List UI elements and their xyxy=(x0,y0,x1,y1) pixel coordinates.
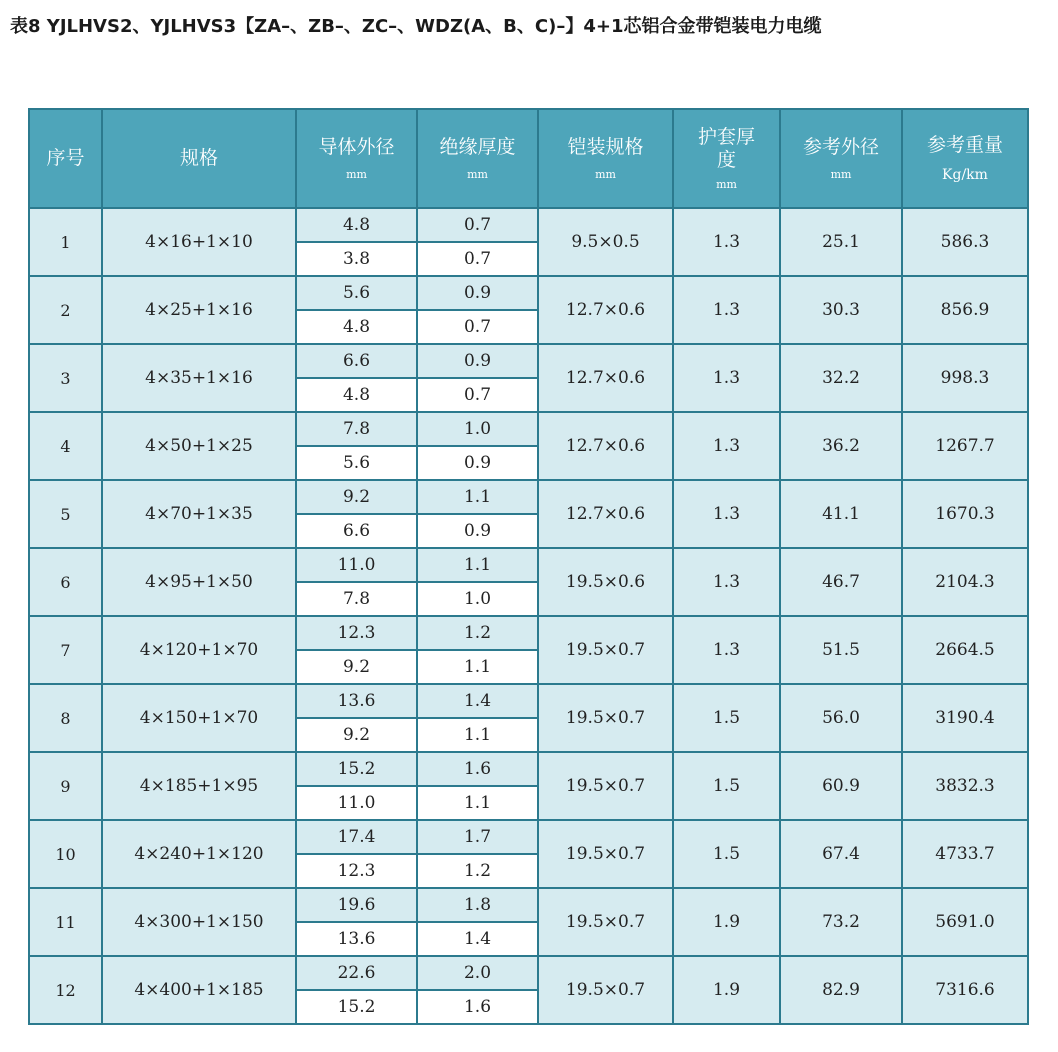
row-spec-cell: 4×150+1×70 xyxy=(102,684,296,752)
row-weight-cell: 3832.3 xyxy=(902,752,1028,820)
row-seq-cell: 9 xyxy=(29,752,102,820)
row-weight-cell: 7316.6 xyxy=(902,956,1028,1024)
header-outer-dia xyxy=(780,109,902,208)
row-sheath-cell: 1.3 xyxy=(673,412,780,480)
row-insulation-cell: 1.7 xyxy=(417,820,538,854)
table-row xyxy=(29,956,1028,990)
row-conductor-cell: 5.6 xyxy=(296,446,417,480)
row-armor-cell: 12.7×0.6 xyxy=(538,480,673,548)
row-seq-cell: 5 xyxy=(29,480,102,548)
row-conductor-cell: 5.6 xyxy=(296,276,417,310)
row-insulation-cell: 1.0 xyxy=(417,582,538,616)
row-insulation-cell: 0.9 xyxy=(417,446,538,480)
row-weight-cell: 998.3 xyxy=(902,344,1028,412)
row-insulation-cell: 0.9 xyxy=(417,276,538,310)
table-row xyxy=(29,616,1028,650)
row-conductor-cell: 13.6 xyxy=(296,922,417,956)
row-outer-dia-cell: 82.9 xyxy=(780,956,902,1024)
row-armor-cell: 19.5×0.6 xyxy=(538,548,673,616)
row-conductor-cell: 9.2 xyxy=(296,480,417,514)
table-body xyxy=(29,208,1028,1024)
table-row xyxy=(29,276,1028,310)
row-outer-dia-cell: 46.7 xyxy=(780,548,902,616)
table-row xyxy=(29,752,1028,786)
row-outer-dia-cell: 51.5 xyxy=(780,616,902,684)
row-seq-cell: 2 xyxy=(29,276,102,344)
row-armor-cell: 12.7×0.6 xyxy=(538,344,673,412)
row-outer-dia-cell: 56.0 xyxy=(780,684,902,752)
row-insulation-cell: 1.1 xyxy=(417,548,538,582)
header-conductor-label: 导体外径 xyxy=(318,135,395,158)
header-insulation xyxy=(417,109,538,208)
row-outer-dia-cell: 25.1 xyxy=(780,208,902,276)
header-conductor xyxy=(296,109,417,208)
row-conductor-cell: 13.6 xyxy=(296,684,417,718)
header-insulation-label: 绝缘厚度 xyxy=(439,135,516,158)
row-weight-cell: 1670.3 xyxy=(902,480,1028,548)
row-insulation-cell: 0.7 xyxy=(417,242,538,276)
row-seq-cell: 10 xyxy=(29,820,102,888)
row-insulation-cell: 1.1 xyxy=(417,650,538,684)
header-row xyxy=(29,109,1028,208)
row-armor-cell: 9.5×0.5 xyxy=(538,208,673,276)
row-conductor-cell: 9.2 xyxy=(296,650,417,684)
row-conductor-cell: 6.6 xyxy=(296,514,417,548)
table-row xyxy=(29,480,1028,514)
row-seq-cell: 4 xyxy=(29,412,102,480)
row-spec-cell: 4×25+1×16 xyxy=(102,276,296,344)
header-seq: 序号 xyxy=(29,109,102,208)
row-insulation-cell: 0.9 xyxy=(417,514,538,548)
row-insulation-cell: 1.2 xyxy=(417,616,538,650)
header-spec: 规格 xyxy=(102,109,296,208)
row-insulation-cell: 1.1 xyxy=(417,718,538,752)
table-row xyxy=(29,820,1028,854)
row-conductor-cell: 12.3 xyxy=(296,616,417,650)
row-conductor-cell: 15.2 xyxy=(296,990,417,1024)
row-spec-cell: 4×16+1×10 xyxy=(102,208,296,276)
row-seq-cell: 6 xyxy=(29,548,102,616)
row-insulation-cell: 2.0 xyxy=(417,956,538,990)
header-outer-dia-unit: mm xyxy=(830,168,852,182)
row-conductor-cell: 4.8 xyxy=(296,378,417,412)
row-conductor-cell: 6.6 xyxy=(296,344,417,378)
row-insulation-cell: 1.8 xyxy=(417,888,538,922)
row-armor-cell: 19.5×0.7 xyxy=(538,888,673,956)
row-conductor-cell: 9.2 xyxy=(296,718,417,752)
row-sheath-cell: 1.5 xyxy=(673,820,780,888)
row-armor-cell: 19.5×0.7 xyxy=(538,616,673,684)
row-seq-cell: 3 xyxy=(29,344,102,412)
header-insulation-unit: mm xyxy=(467,168,488,182)
row-sheath-cell: 1.5 xyxy=(673,752,780,820)
row-seq-cell: 1 xyxy=(29,208,102,276)
header-weight-label: 参考重量 xyxy=(926,133,1003,156)
row-weight-cell: 1267.7 xyxy=(902,412,1028,480)
table-row xyxy=(29,888,1028,922)
row-insulation-cell: 0.7 xyxy=(417,208,538,242)
row-spec-cell: 4×240+1×120 xyxy=(102,820,296,888)
row-weight-cell: 856.9 xyxy=(902,276,1028,344)
row-sheath-cell: 1.9 xyxy=(673,956,780,1024)
row-spec-cell: 4×95+1×50 xyxy=(102,548,296,616)
row-insulation-cell: 1.0 xyxy=(417,412,538,446)
header-sheath-label-1: 护套厚 xyxy=(697,126,755,149)
row-insulation-cell: 1.6 xyxy=(417,752,538,786)
row-spec-cell: 4×120+1×70 xyxy=(102,616,296,684)
row-conductor-cell: 4.8 xyxy=(296,208,417,242)
row-conductor-cell: 19.6 xyxy=(296,888,417,922)
row-conductor-cell: 4.8 xyxy=(296,310,417,344)
row-weight-cell: 2104.3 xyxy=(902,548,1028,616)
row-armor-cell: 12.7×0.6 xyxy=(538,412,673,480)
row-sheath-cell: 1.3 xyxy=(673,208,780,276)
row-weight-cell: 4733.7 xyxy=(902,820,1028,888)
row-armor-cell: 19.5×0.7 xyxy=(538,752,673,820)
row-sheath-cell: 1.3 xyxy=(673,480,780,548)
row-outer-dia-cell: 60.9 xyxy=(780,752,902,820)
row-insulation-cell: 0.9 xyxy=(417,344,538,378)
header-armor-label: 铠装规格 xyxy=(567,135,644,158)
row-armor-cell: 19.5×0.7 xyxy=(538,684,673,752)
row-outer-dia-cell: 36.2 xyxy=(780,412,902,480)
header-sheath-label-2: 度 xyxy=(716,148,736,171)
row-insulation-cell: 1.1 xyxy=(417,480,538,514)
row-conductor-cell: 7.8 xyxy=(296,582,417,616)
row-armor-cell: 12.7×0.6 xyxy=(538,276,673,344)
row-seq-cell: 7 xyxy=(29,616,102,684)
table-row xyxy=(29,344,1028,378)
row-conductor-cell: 17.4 xyxy=(296,820,417,854)
row-sheath-cell: 1.5 xyxy=(673,684,780,752)
row-sheath-cell: 1.9 xyxy=(673,888,780,956)
row-spec-cell: 4×70+1×35 xyxy=(102,480,296,548)
row-sheath-cell: 1.3 xyxy=(673,344,780,412)
row-armor-cell: 19.5×0.7 xyxy=(538,820,673,888)
row-conductor-cell: 15.2 xyxy=(296,752,417,786)
row-insulation-cell: 1.4 xyxy=(417,684,538,718)
row-seq-cell: 8 xyxy=(29,684,102,752)
row-spec-cell: 4×300+1×150 xyxy=(102,888,296,956)
header-outer-dia-label: 参考外径 xyxy=(802,135,879,158)
table-row xyxy=(29,548,1028,582)
row-spec-cell: 4×185+1×95 xyxy=(102,752,296,820)
row-insulation-cell: 1.1 xyxy=(417,786,538,820)
row-seq-cell: 12 xyxy=(29,956,102,1024)
row-conductor-cell: 11.0 xyxy=(296,548,417,582)
header-weight-unit: Kg/km xyxy=(942,166,988,183)
table-row xyxy=(29,412,1028,446)
row-outer-dia-cell: 73.2 xyxy=(780,888,902,956)
row-armor-cell: 19.5×0.7 xyxy=(538,956,673,1024)
table-row xyxy=(29,684,1028,718)
row-conductor-cell: 3.8 xyxy=(296,242,417,276)
row-insulation-cell: 1.4 xyxy=(417,922,538,956)
row-weight-cell: 3190.4 xyxy=(902,684,1028,752)
row-sheath-cell: 1.3 xyxy=(673,616,780,684)
page-title: 表8 YJLHVS2、YJLHVS3【ZA–、ZB–、ZC–、WDZ(A、B、C)–】4+1芯铝合金带铠装电力电缆 xyxy=(10,16,822,37)
row-conductor-cell: 22.6 xyxy=(296,956,417,990)
row-weight-cell: 586.3 xyxy=(902,208,1028,276)
row-spec-cell: 4×400+1×185 xyxy=(102,956,296,1024)
row-outer-dia-cell: 30.3 xyxy=(780,276,902,344)
row-outer-dia-cell: 32.2 xyxy=(780,344,902,412)
header-weight xyxy=(902,109,1028,208)
row-insulation-cell: 1.6 xyxy=(417,990,538,1024)
row-spec-cell: 4×35+1×16 xyxy=(102,344,296,412)
row-sheath-cell: 1.3 xyxy=(673,276,780,344)
header-armor-unit: mm xyxy=(595,168,616,182)
row-spec-cell: 4×50+1×25 xyxy=(102,412,296,480)
row-outer-dia-cell: 67.4 xyxy=(780,820,902,888)
row-weight-cell: 2664.5 xyxy=(902,616,1028,684)
table-row xyxy=(29,208,1028,242)
row-conductor-cell: 12.3 xyxy=(296,854,417,888)
row-insulation-cell: 0.7 xyxy=(417,310,538,344)
cable-spec-table xyxy=(28,108,1029,1025)
header-sheath xyxy=(673,109,780,208)
header-conductor-unit: mm xyxy=(346,168,367,182)
row-weight-cell: 5691.0 xyxy=(902,888,1028,956)
row-sheath-cell: 1.3 xyxy=(673,548,780,616)
row-insulation-cell: 0.7 xyxy=(417,378,538,412)
row-seq-cell: 11 xyxy=(29,888,102,956)
row-conductor-cell: 7.8 xyxy=(296,412,417,446)
header-armor xyxy=(538,109,673,208)
row-insulation-cell: 1.2 xyxy=(417,854,538,888)
header-sheath-unit: mm xyxy=(716,177,737,191)
row-conductor-cell: 11.0 xyxy=(296,786,417,820)
row-outer-dia-cell: 41.1 xyxy=(780,480,902,548)
